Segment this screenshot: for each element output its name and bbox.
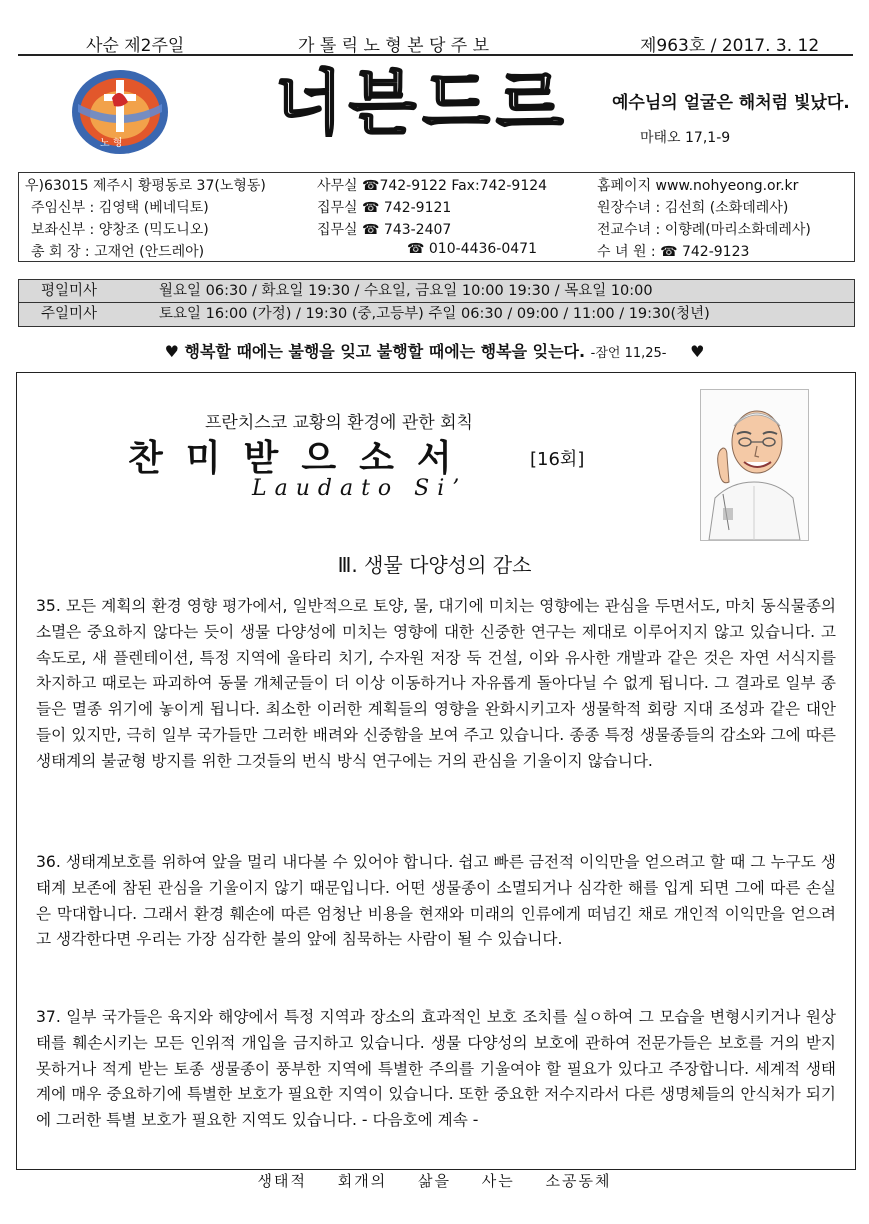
sunday-mass-label: 주일미사 [41, 306, 98, 322]
liturgical-day: 사순 제2주일 [86, 36, 185, 56]
latin-title: Laudato Si’ [252, 476, 468, 501]
logo-text: 노 형 [100, 138, 123, 149]
office-contact: 사무실 ☎742-9122 Fax:742-9124 [317, 178, 548, 194]
assistant-priest: 보좌신부 : 양창조 (믹도니오) [31, 222, 209, 238]
council-president: 총 회 장 : 고재언 (안드레아) [31, 244, 205, 260]
heart-icon: ♥ [690, 342, 705, 361]
footer-slogan [0, 1170, 869, 1191]
publication-name: 가 톨 릭 노 형 본 당 주 보 [298, 36, 490, 56]
parish-info-box [18, 172, 855, 262]
motto-source: -잠언 11,25- [590, 346, 667, 361]
issue-number: 제963호 / 2017. 3. 12 [640, 36, 820, 56]
mission-sister: 전교수녀 : 이향례(마리소화데레사) [597, 222, 811, 238]
parish-logo [70, 68, 170, 156]
assistant-phone: 집무실 ☎ 743-2407 [317, 222, 452, 238]
article-title: 찬미받으소서 [128, 437, 475, 479]
sunday-mass-row [19, 303, 854, 325]
weekday-mass-times: 월요일 06:30 / 화요일 19:30 / 수요일, 금요일 10:00 19:30 / 목요일 10:00 [159, 283, 653, 299]
paragraph-36: 36. 생태계보호를 위하여 앞을 멀리 내다볼 수 있어야 합니다. 쉽고 빠른 금전적 이익만을 얻으려고 할 때 그 누구도 생태계 보존에 참된 관심을 기울이지 않기 때문입니다. 어떤 생물종이 소멸되거나 심각한 해를 입게 되면 그에 따른 손실은 막대합니다. 그래서 환경 훼손에 따른 엄청난 비용을 현재와 미래의 인류에게 떠넘긴 채로 개인적 이익만을 얻으려고 생각한다면 우리는 가장 심각한 불의 앞에 침묵하는 사람이 될 수 있습니다. [36, 853, 836, 949]
footer-slogan-text: 생태적 회개의 삶을 사는 소공동체 [257, 1172, 612, 1190]
homepage: 홈페이지 www.nohyeong.or.kr [597, 178, 799, 194]
motto-text: 행복할 때에는 불행을 잊고 불행할 때에는 행복을 잊는다. [184, 342, 586, 361]
header-bar [18, 30, 853, 56]
motto-line [0, 339, 869, 362]
mass-schedule [18, 279, 855, 327]
pope-portrait-image [700, 389, 809, 541]
section-heading: Ⅲ. 생물 다양성의 감소 [337, 553, 532, 577]
council-phone: ☎ 010-4436-0471 [407, 241, 537, 257]
heart-icon: ♥ [164, 342, 179, 361]
paragraph-35: 35. 모든 계획의 환경 영향 평가에서, 일반적으로 토양, 물, 대기에 미치는 영향에는 관심을 두면서도, 마치 동식물종의 소멸은 중요하지 않다는 듯이 생물 다양성에 미치는 영향에 대한 신중한 연구는 제대로 이루어지지 않고 있습니다. 고속도로, 새 플렌테이션, 특정 지역에 울타리 치기, 수자원 저장 둑 건설, 이와 유사한 개발과 같은 것은 자연 서식지를 차지하고 때로는 파괴하여 동물 개체군들이 더 이상 이동하거나 자유롭게 돌아다닐 수 없게 됩니다. 그 결과로 일부 종들은 멸종 위기에 놓이게 됩니다. 최소한 이러한 계획들의 영향을 완화시키고자 생물학적 회랑 지대 조성과 같은 대안들이 있지만, 극히 일부 국가들만 그러한 배려와 신중함을 보여 주고 있습니다. 종종 특정 생물종들의 감소와 그에 따른 생태계의 불균형 방지를 위한 그것들의 번식 방식 연구에는 거의 관심을 기울이지 않습니다. [36, 597, 836, 770]
paragraph-37: 37. 일부 국가들은 육지와 해양에서 특정 지역과 장소의 효과적인 보호 조치를 실ㅇ하여 그 모습을 변형시키거나 원상태를 훼손시키는 모든 인위적 개입을 금지하고 있습니다. 생물 다양성의 보호에 관하여 전문가들은 보호를 거의 받지 못하거나 적게 받는 토종 생물종이 풍부한 지역에 특별한 주의를 기울여야 할 필요가 있다고 주장합니다. 세계적 생태계에 매우 중요하기에 특별한 보호가 필요한 지역이 있습니다. 또한 중요한 저수지라서 다른 생명체들의 안식처가 되기에 그러한 특별 보호가 필요한 지역도 있습니다. - 다음호에 계속 - [36, 1008, 836, 1130]
address: 우)63015 제주시 황평동로 37(노형동) [25, 178, 266, 194]
convent: 수 녀 원 : ☎ 742-9123 [597, 244, 750, 260]
scripture-reference: 마태오 17,1-9 [640, 130, 731, 146]
pastor-phone: 집무실 ☎ 742-9121 [317, 200, 452, 216]
weekday-mass-label: 평일미사 [41, 283, 98, 299]
masthead-tagline [612, 86, 857, 155]
sunday-mass-times: 토요일 16:00 (가정) / 19:30 (중,고등부) 주일 06:30 / 09:00 / 11:00 / 19:30(청년) [159, 306, 710, 322]
episode-number: [16회] [530, 449, 585, 470]
article-subtitle: 프란치스코 교황의 환경에 관한 회칙 [205, 413, 473, 433]
head-sister: 원장수녀 : 김선희 (소화데레사) [597, 200, 789, 216]
masthead-title: 너븐드르 [275, 62, 570, 144]
pastor: 주임신부 : 김영택 (베네딕토) [31, 200, 209, 216]
weekday-mass-row [19, 280, 854, 303]
tagline-text: 예수님의 얼굴은 해처럼 빛났다. [612, 93, 850, 113]
